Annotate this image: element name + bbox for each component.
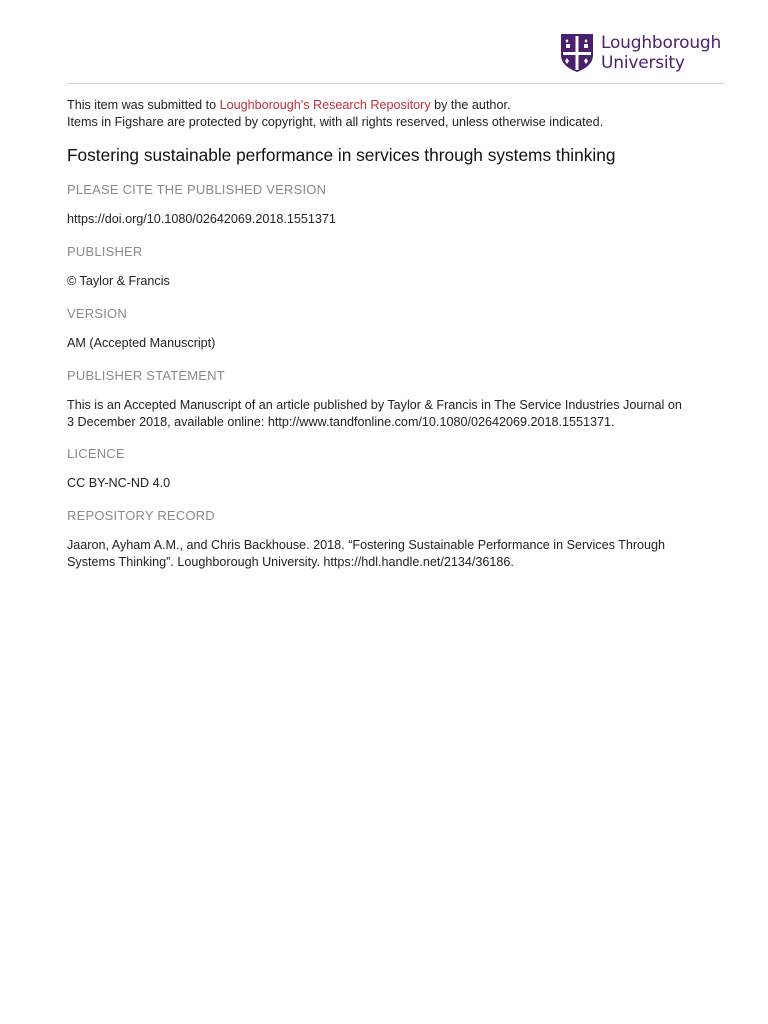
submission-notice [67,97,729,131]
logo-line-2: University [601,53,685,73]
cite-label: PLEASE CITE THE PUBLISHED VERSION [67,182,327,197]
publisher-statement-label: PUBLISHER STATEMENT [67,368,225,383]
statement-line-2: 3 December 2018, available online: http://www.tandfonline.com/10.1080/02642069.2018.1551371. [67,415,615,429]
repository-record-label: REPOSITORY RECORD [67,508,215,523]
repository-record [67,537,729,571]
header-divider [67,83,724,84]
publisher-statement [67,397,729,431]
statement-line-1: This is an Accepted Manuscript of an article published by Taylor & Francis in The Service Industries Journal on [67,398,682,412]
record-line-1: Jaaron, Ayham A.M., and Chris Backhouse. 2018. “Fostering Sustainable Performance in Services Through [67,538,666,552]
notice-line-2: Items in Figshare are protected by copyright, with all rights reserved, unless otherwise indicated. [67,115,604,129]
version-label: VERSION [67,306,127,321]
notice-text-before: This item was submitted to [67,98,220,112]
record-line-2: Systems Thinking”. Loughborough University. https://hdl.handle.net/2134/36186. [67,555,514,569]
repository-link[interactable]: Loughborough's Research Repository [219,98,431,112]
doi-link[interactable]: https://doi.org/10.1080/02642069.2018.1551371 [67,212,336,226]
logo-wordmark [601,33,721,73]
notice-line-1 [67,97,729,114]
publisher-label: PUBLISHER [67,244,143,259]
university-logo [560,33,721,73]
publisher-value: © Taylor & Francis [67,274,170,288]
page-title: Fostering sustainable performance in services through systems thinking [67,145,616,165]
university-crest-icon [560,33,594,73]
version-value: AM (Accepted Manuscript) [67,336,216,350]
logo-line-1: Loughborough [601,33,722,53]
notice-text-after: by the author. [430,98,511,112]
licence-label: LICENCE [67,446,125,461]
licence-value: CC BY-NC-ND 4.0 [67,476,171,490]
